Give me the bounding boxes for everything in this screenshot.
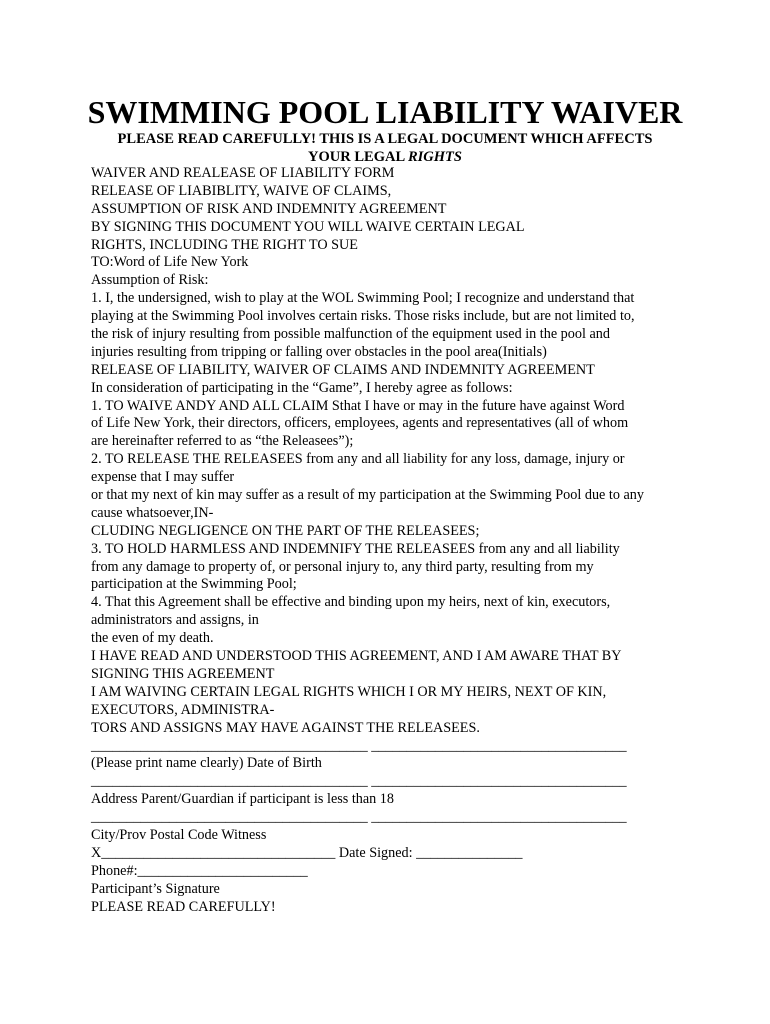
- body-line: 1. I, the undersigned, wish to play at the WOL Swimming Pool; I recognize and understand that: [91, 290, 635, 307]
- signature-line[interactable]: _______________________________________ ____________________________________: [91, 737, 627, 754]
- body-line: 2. TO RELEASE THE RELEASEES from any and all liability for any loss, damage, injury or: [91, 451, 625, 468]
- signature-line[interactable]: _______________________________________ ____________________________________: [91, 809, 627, 826]
- body-line: ASSUMPTION OF RISK AND INDEMNITY AGREEMENT: [91, 200, 447, 217]
- body-line: Participant’s Signature: [91, 880, 220, 897]
- body-line: City/Prov Postal Code Witness: [91, 826, 267, 843]
- subtitle-line-1: PLEASE READ CAREFULLY! THIS IS A LEGAL DOCUMENT WHICH AFFECTS: [117, 131, 653, 147]
- body-line: CLUDING NEGLIGENCE ON THE PART OF THE RELEASEES;: [91, 522, 480, 539]
- signature-date-line[interactable]: X_________________________________ Date Signed: _______________: [91, 844, 523, 861]
- subtitle-emphasis: RIGHTS: [407, 149, 462, 165]
- body-line: expense that I may suffer: [91, 469, 235, 486]
- body-line: 3. TO HOLD HARMLESS AND INDEMNIFY THE RELEASEES from any and all liability: [91, 540, 620, 557]
- body-line: of Life New York, their directors, officers, employees, agents and representatives (all of whom: [91, 415, 629, 432]
- phone-line[interactable]: Phone#:________________________: [91, 862, 308, 879]
- subtitle-line-2: [95, 148, 675, 166]
- body-line: 4. That this Agreement shall be effective and binding upon my heirs, next of kin, executors,: [91, 594, 611, 611]
- subtitle-line-2-prefix: YOUR LEGAL: [308, 149, 408, 165]
- body-line: Assumption of Risk:: [91, 272, 209, 289]
- document-subtitle: [95, 130, 675, 166]
- body-line: the risk of injury resulting from possible malfunction of the equipment used in the pool and: [91, 326, 610, 343]
- body-line: RELEASE OF LIABILITY, WAIVER OF CLAIMS AND INDEMNITY AGREEMENT: [91, 361, 595, 378]
- body-line: cause whatsoever,IN-: [91, 504, 214, 521]
- body-line: Address Parent/Guardian if participant is less than 18: [91, 791, 394, 808]
- body-line: participation at the Swimming Pool;: [91, 576, 297, 593]
- body-line: EXECUTORS, ADMINISTRA-: [91, 701, 275, 718]
- body-line: TO:Word of Life New York: [91, 254, 249, 271]
- signature-line[interactable]: _______________________________________ ____________________________________: [91, 773, 627, 790]
- body-line: playing at the Swimming Pool involves certain risks. Those risks include, but are not limited to,: [91, 308, 635, 325]
- body-line: 1. TO WAIVE ANDY AND ALL CLAIM Sthat I have or may in the future have against Word: [91, 397, 625, 414]
- body-line: the even of my death.: [91, 630, 214, 647]
- document-body: [91, 165, 691, 916]
- body-line: WAIVER AND REALEASE OF LIABILITY FORM: [91, 165, 395, 181]
- body-line: PLEASE READ CAREFULLY!: [91, 898, 276, 915]
- body-line: are hereinafter referred to as “the Releasees”);: [91, 433, 354, 450]
- document-title: SWIMMING POOL LIABILITY WAIVER: [87, 94, 683, 130]
- body-line: administrators and assigns, in: [91, 612, 259, 629]
- body-line: TORS AND ASSIGNS MAY HAVE AGAINST THE RELEASEES.: [91, 719, 480, 736]
- body-line: or that my next of kin may suffer as a result of my participation at the Swimming Pool due to any: [91, 487, 644, 504]
- body-line: injuries resulting from tripping or falling over obstacles in the pool area(Initials): [91, 343, 547, 360]
- body-line: (Please print name clearly) Date of Birth: [91, 755, 322, 772]
- body-line: In consideration of participating in the “Game”, I hereby agree as follows:: [91, 379, 513, 396]
- body-line: from any damage to property of, or personal injury to, any third party, resulting from my: [91, 558, 594, 575]
- body-line: I HAVE READ AND UNDERSTOOD THIS AGREEMENT, AND I AM AWARE THAT BY: [91, 648, 622, 665]
- body-line: SIGNING THIS AGREEMENT: [91, 665, 275, 682]
- body-line: RELEASE OF LIABIBLITY, WAIVE OF CLAIMS,: [91, 182, 392, 199]
- body-line: BY SIGNING THIS DOCUMENT YOU WILL WAIVE CERTAIN LEGAL: [91, 218, 525, 235]
- body-line: I AM WAIVING CERTAIN LEGAL RIGHTS WHICH I OR MY HEIRS, NEXT OF KIN,: [91, 683, 607, 700]
- body-line: RIGHTS, INCLUDING THE RIGHT TO SUE: [91, 236, 358, 253]
